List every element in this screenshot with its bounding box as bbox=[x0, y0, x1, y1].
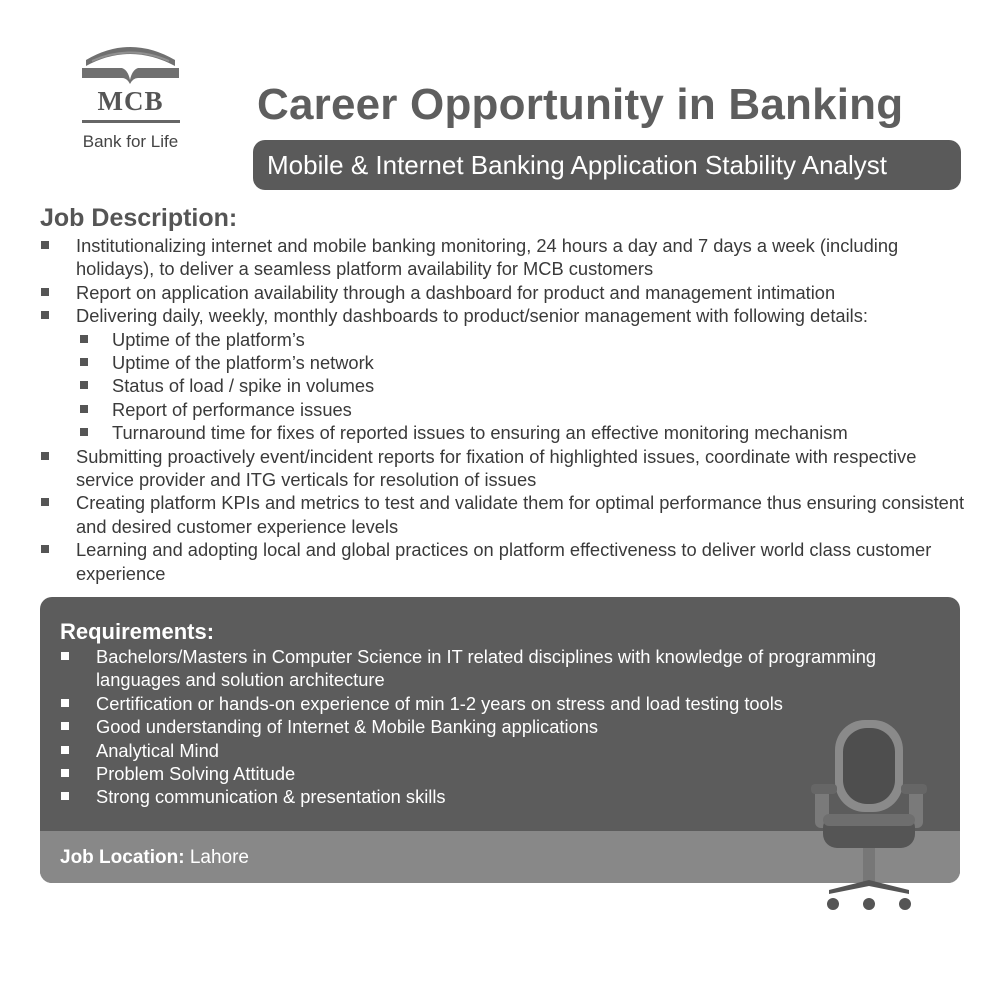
job-title: Mobile & Internet Banking Application Stability Analyst bbox=[267, 149, 888, 180]
job-description-heading: Job Description: bbox=[40, 204, 238, 232]
list-item: Delivering daily, weekly, monthly dashboards to product/senior management with following details: bbox=[40, 304, 975, 327]
job-location-label: Job Location: bbox=[60, 847, 185, 868]
list-item: Submitting proactively event/incident reports for fixation of highlighted issues, coordinate with respective service provider and ITG verticals for resolution of issues bbox=[40, 445, 975, 492]
page-title: Career Opportunity in Banking bbox=[257, 80, 904, 129]
sub-list-item: Uptime of the platform’s bbox=[40, 328, 975, 351]
job-description-list bbox=[40, 234, 975, 585]
mcb-logo bbox=[78, 40, 183, 155]
job-location bbox=[60, 847, 249, 869]
list-item: Good understanding of Internet & Mobile Banking applications bbox=[60, 715, 920, 738]
list-item: Learning and adopting local and global practices on platform effectiveness to deliver world class customer experience bbox=[40, 538, 975, 585]
sub-list-item: Uptime of the platform’s network bbox=[40, 351, 975, 374]
logo-divider bbox=[82, 120, 180, 123]
list-item: Problem Solving Attitude bbox=[60, 762, 920, 785]
sub-list-item: Report of performance issues bbox=[40, 398, 975, 421]
sub-list-item: Status of load / spike in volumes bbox=[40, 374, 975, 397]
list-item: Strong communication & presentation skills bbox=[60, 785, 920, 808]
list-item: Report on application availability through a dashboard for product and management intimation bbox=[40, 281, 975, 304]
list-item: Analytical Mind bbox=[60, 739, 920, 762]
job-title-banner bbox=[253, 140, 961, 190]
list-item: Certification or hands-on experience of min 1-2 years on stress and load testing tools bbox=[60, 692, 920, 715]
requirements-heading: Requirements: bbox=[60, 619, 215, 644]
office-chair-icon bbox=[805, 718, 940, 918]
job-location-value: Lahore bbox=[184, 847, 250, 868]
sub-list-item: Turnaround time for fixes of reported issues to ensuring an effective monitoring mechanism bbox=[40, 421, 975, 444]
logo-wordmark: MCB bbox=[97, 86, 164, 116]
list-item: Creating platform KPIs and metrics to test and validate them for optimal performance thus ensuring consistent and desired customer experience levels bbox=[40, 491, 975, 538]
logo-tagline: Bank for Life bbox=[82, 132, 179, 151]
list-item: Institutionalizing internet and mobile banking monitoring, 24 hours a day and 7 days a week (including holidays), to deliver a seamless platform availability for MCB customers bbox=[40, 234, 975, 281]
mcb-emblem-icon bbox=[78, 40, 183, 84]
requirements-list bbox=[60, 645, 920, 809]
list-item: Bachelors/Masters in Computer Science in IT related disciplines with knowledge of programming languages and solution architecture bbox=[60, 645, 920, 692]
